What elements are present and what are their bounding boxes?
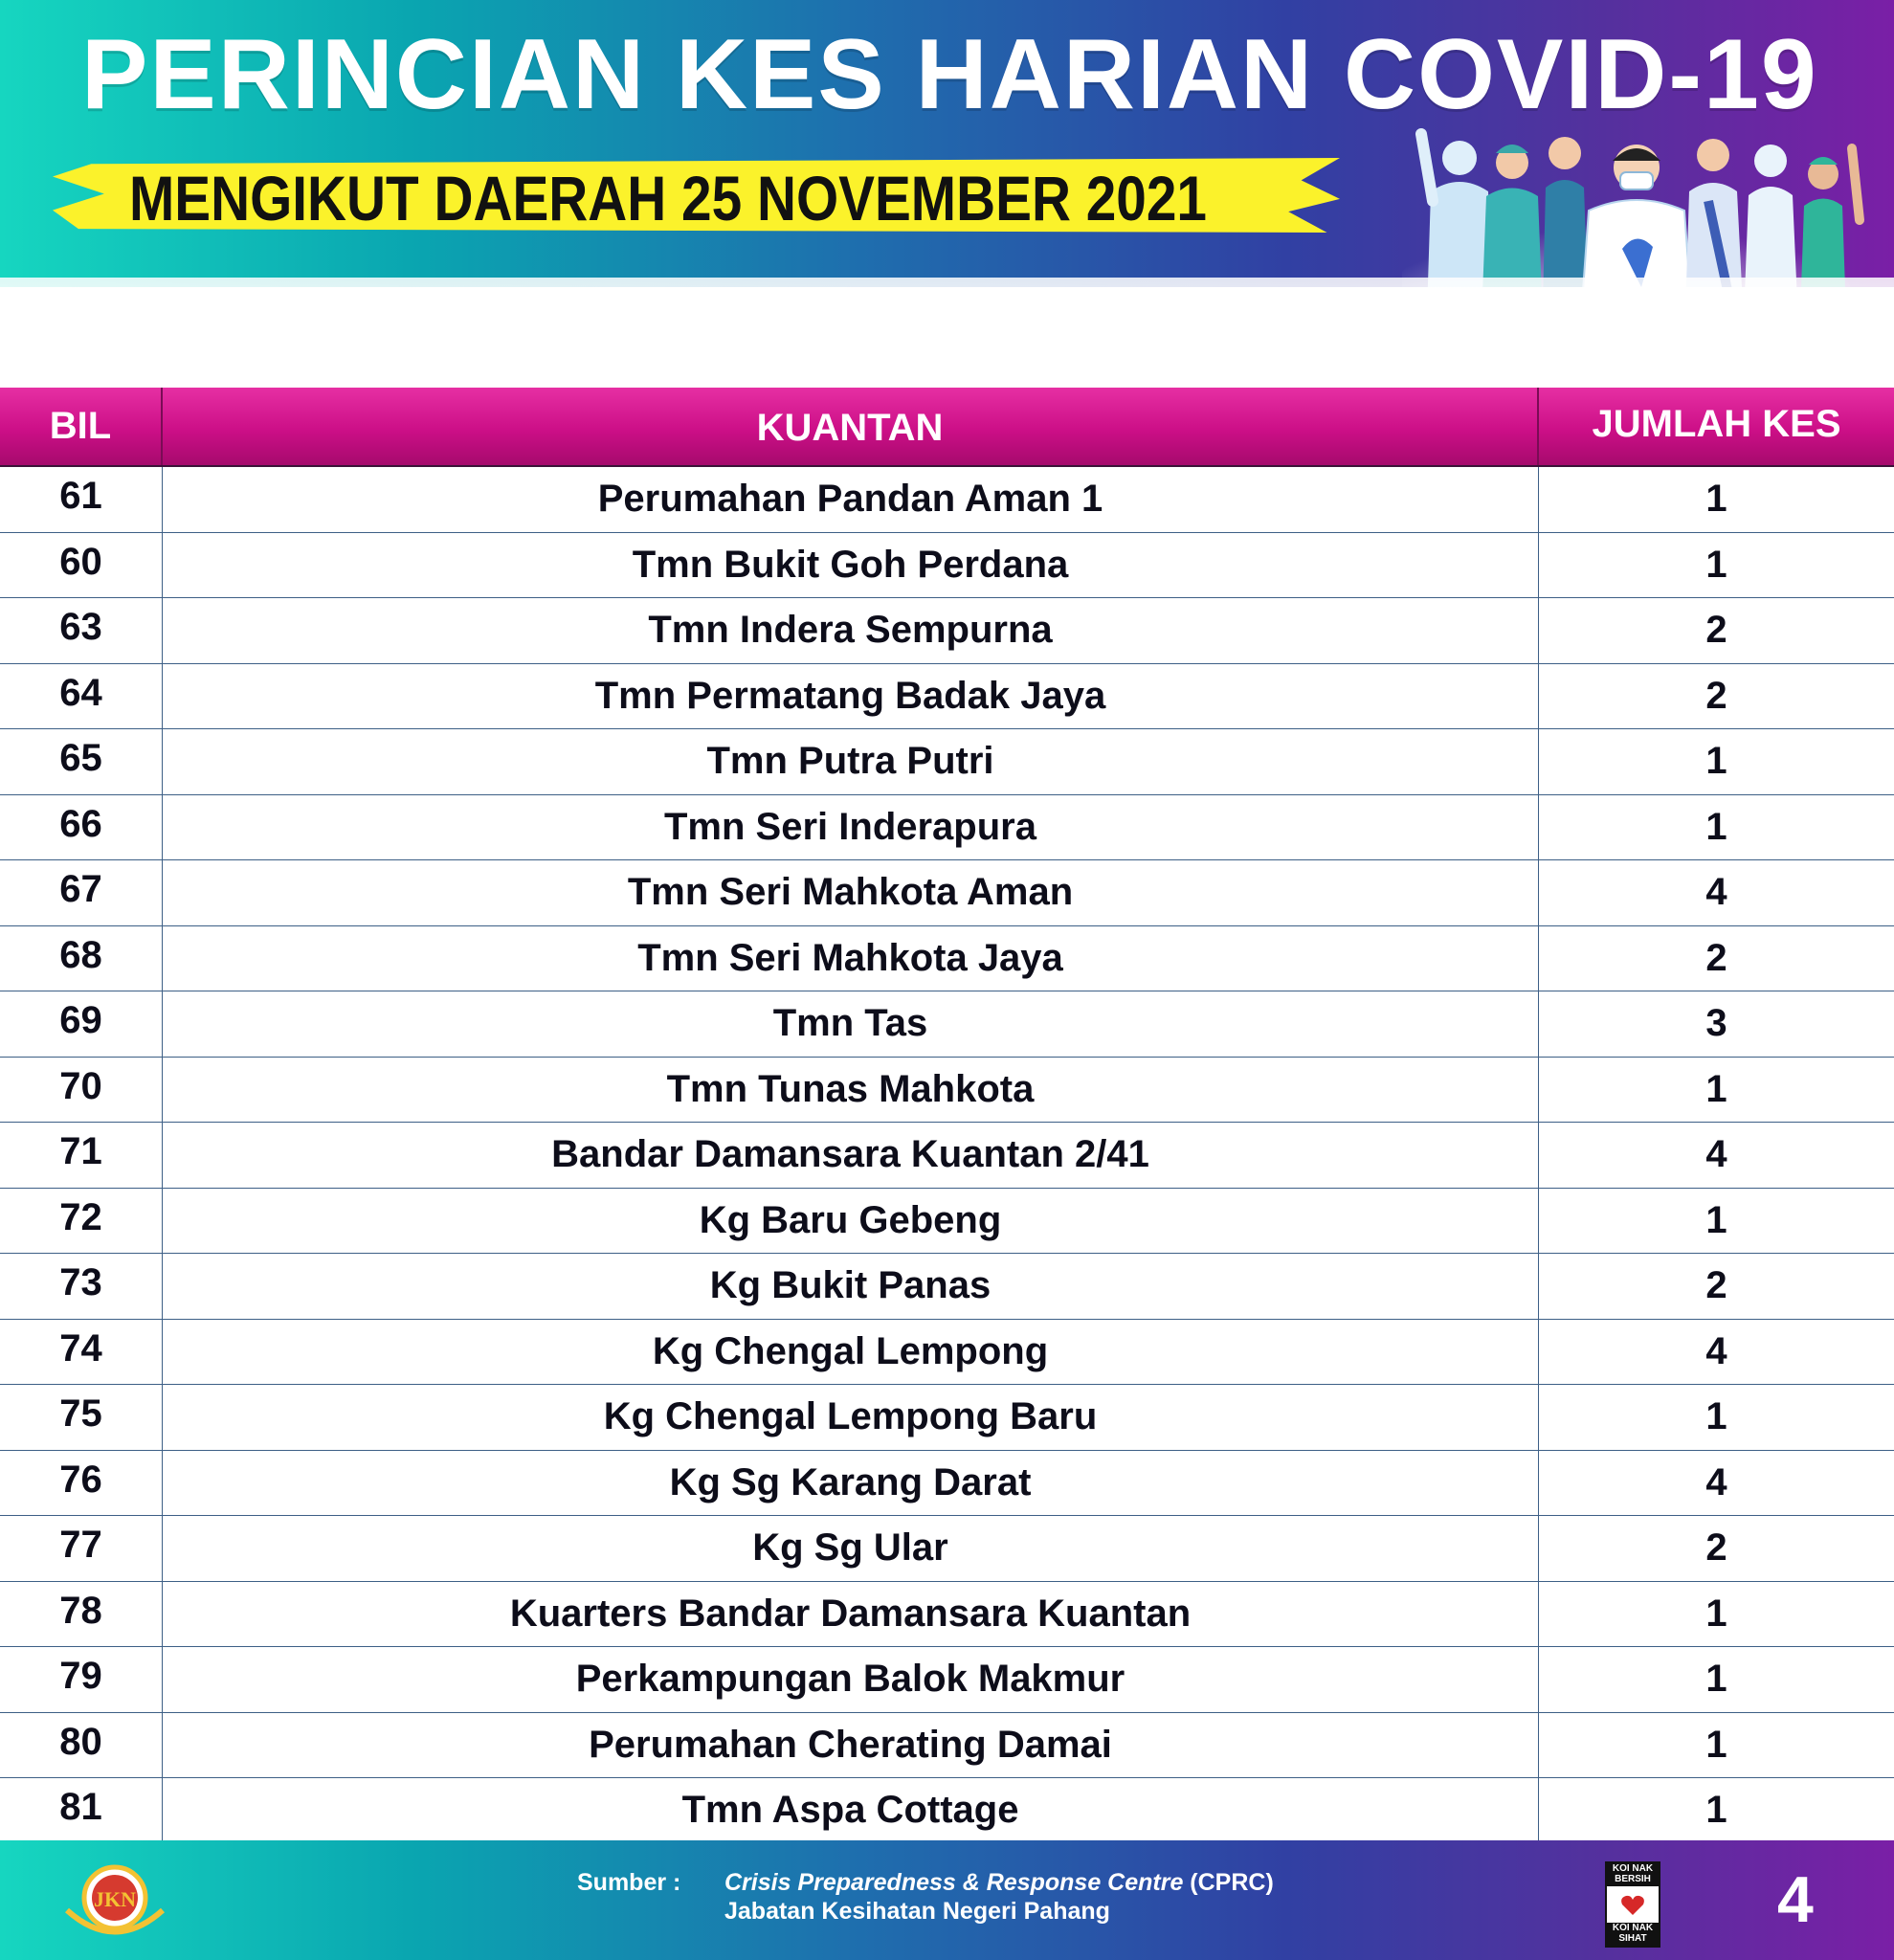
table-row <box>0 1582 1894 1648</box>
row-cases-cell: 1 <box>1705 1592 1727 1635</box>
row-bil-cell: 70 <box>0 1058 163 1123</box>
source-organization <box>724 1869 1274 1897</box>
row-location-cell: Perumahan Pandan Aman 1 <box>163 467 1539 532</box>
table-row <box>0 926 1894 992</box>
row-bil-cell: 80 <box>0 1713 163 1778</box>
row-bil-cell: 74 <box>0 1320 163 1385</box>
table-row <box>0 1713 1894 1779</box>
row-location-cell: Tmn Bukit Goh Perdana <box>163 533 1539 598</box>
table-row <box>0 1058 1894 1124</box>
row-bil-cell: 78 <box>0 1582 163 1647</box>
source-department: Jabatan Kesihatan Negeri Pahang <box>724 1898 1110 1925</box>
row-location-cell: Kg Baru Gebeng <box>163 1189 1539 1254</box>
koi-badge-bottom-text: KOI NAK SIHAT <box>1607 1923 1659 1946</box>
table-body <box>0 467 1894 1844</box>
source-label: Sumber : <box>577 1869 681 1896</box>
row-bil-cell: 61 <box>0 467 163 532</box>
heart-icon <box>1620 1894 1645 1917</box>
row-bil-cell: 79 <box>0 1647 163 1712</box>
row-cases-cell: 1 <box>1705 740 1727 783</box>
row-location-cell: Tmn Tunas Mahkota <box>163 1058 1539 1123</box>
page-number: 4 <box>1777 1863 1814 1936</box>
healthcare-workers-illustration <box>1402 115 1890 287</box>
row-cases-cell: 2 <box>1705 1526 1727 1570</box>
row-location-cell: Bandar Damansara Kuantan 2/41 <box>163 1123 1539 1188</box>
table-row <box>0 664 1894 730</box>
column-header-district: KUANTAN <box>163 388 1539 465</box>
row-location-cell: Tmn Tas <box>163 991 1539 1057</box>
source-org-name: Crisis Preparedness & Response Centre <box>724 1869 1184 1896</box>
header-banner <box>0 0 1894 287</box>
table-row <box>0 1647 1894 1713</box>
row-cases-cell: 1 <box>1705 1658 1727 1701</box>
jkn-logo-icon <box>57 1858 172 1944</box>
source-org-abbr: (CPRC) <box>1183 1869 1274 1896</box>
table-row <box>0 533 1894 599</box>
table-row <box>0 1778 1894 1844</box>
row-cases-cell: 4 <box>1705 1460 1727 1503</box>
row-bil-cell: 73 <box>0 1254 163 1319</box>
table-row <box>0 467 1894 533</box>
row-location-cell: Tmn Seri Mahkota Jaya <box>163 926 1539 991</box>
table-row <box>0 1189 1894 1255</box>
row-location-cell: Tmn Permatang Badak Jaya <box>163 664 1539 729</box>
table-row <box>0 991 1894 1058</box>
row-bil-cell: 63 <box>0 598 163 663</box>
row-cases-cell: 2 <box>1705 936 1727 979</box>
row-bil-cell: 67 <box>0 860 163 925</box>
row-cases-cell: 4 <box>1705 871 1727 914</box>
row-cases-cell: 1 <box>1705 805 1727 848</box>
row-location-cell: Kuarters Bandar Damansara Kuantan <box>163 1582 1539 1647</box>
row-location-cell: Tmn Putra Putri <box>163 729 1539 794</box>
row-cases-cell: 1 <box>1705 1067 1727 1110</box>
row-location-cell: Perkampungan Balok Makmur <box>163 1647 1539 1712</box>
row-cases-cell: 4 <box>1705 1329 1727 1372</box>
table-header <box>0 388 1894 467</box>
row-bil-cell: 71 <box>0 1123 163 1188</box>
row-location-cell: Kg Sg Ular <box>163 1516 1539 1581</box>
table-row <box>0 1123 1894 1189</box>
row-bil-cell: 72 <box>0 1189 163 1254</box>
header-fade <box>0 278 1894 388</box>
row-bil-cell: 75 <box>0 1385 163 1450</box>
row-bil-cell: 65 <box>0 729 163 794</box>
row-location-cell: Tmn Indera Sempurna <box>163 598 1539 663</box>
row-cases-cell: 1 <box>1705 1198 1727 1241</box>
row-bil-cell: 76 <box>0 1451 163 1516</box>
row-location-cell: Tmn Seri Mahkota Aman <box>163 860 1539 925</box>
row-bil-cell: 60 <box>0 533 163 598</box>
koi-nak-bersih-badge-icon <box>1605 1861 1660 1948</box>
row-location-cell: Perumahan Cherating Damai <box>163 1713 1539 1778</box>
table-row <box>0 795 1894 861</box>
column-header-bil: BIL <box>0 388 163 465</box>
row-cases-cell: 2 <box>1705 609 1727 652</box>
column-header-cases: JUMLAH KES <box>1592 403 1841 445</box>
jkn-logo-text: JKN <box>94 1887 136 1911</box>
row-cases-cell: 4 <box>1705 1133 1727 1176</box>
row-location-cell: Kg Chengal Lempong <box>163 1320 1539 1385</box>
row-location-cell: Kg Chengal Lempong Baru <box>163 1385 1539 1450</box>
row-location-cell: Kg Bukit Panas <box>163 1254 1539 1319</box>
row-location-cell: Tmn Aspa Cottage <box>163 1778 1539 1843</box>
table-row <box>0 860 1894 926</box>
table-row <box>0 1320 1894 1386</box>
table-row <box>0 729 1894 795</box>
row-bil-cell: 77 <box>0 1516 163 1581</box>
row-bil-cell: 68 <box>0 926 163 991</box>
row-cases-cell: 1 <box>1705 1789 1727 1832</box>
row-cases-cell: 2 <box>1705 674 1727 717</box>
page-subtitle: MENGIKUT DAERAH 25 NOVEMBER 2021 <box>129 163 1207 234</box>
table-row <box>0 1451 1894 1517</box>
koi-badge-top-text: KOI NAK BERSIH <box>1607 1863 1659 1886</box>
row-location-cell: Kg Sg Karang Darat <box>163 1451 1539 1516</box>
row-bil-cell: 64 <box>0 664 163 729</box>
row-cases-cell: 1 <box>1705 1395 1727 1438</box>
row-location-cell: Tmn Seri Inderapura <box>163 795 1539 860</box>
row-bil-cell: 69 <box>0 991 163 1057</box>
page-title: PERINCIAN KES HARIAN COVID-19 <box>81 19 1818 130</box>
footer-bar <box>0 1840 1894 1960</box>
row-cases-cell: 1 <box>1705 543 1727 586</box>
table-row <box>0 598 1894 664</box>
row-bil-cell: 81 <box>0 1778 163 1843</box>
table-row <box>0 1254 1894 1320</box>
table-row <box>0 1385 1894 1451</box>
row-cases-cell: 1 <box>1705 1723 1727 1766</box>
row-bil-cell: 66 <box>0 795 163 860</box>
row-cases-cell: 3 <box>1705 1002 1727 1045</box>
row-cases-cell: 2 <box>1705 1264 1727 1307</box>
cases-table <box>0 388 1894 1844</box>
row-cases-cell: 1 <box>1705 478 1727 521</box>
table-row <box>0 1516 1894 1582</box>
